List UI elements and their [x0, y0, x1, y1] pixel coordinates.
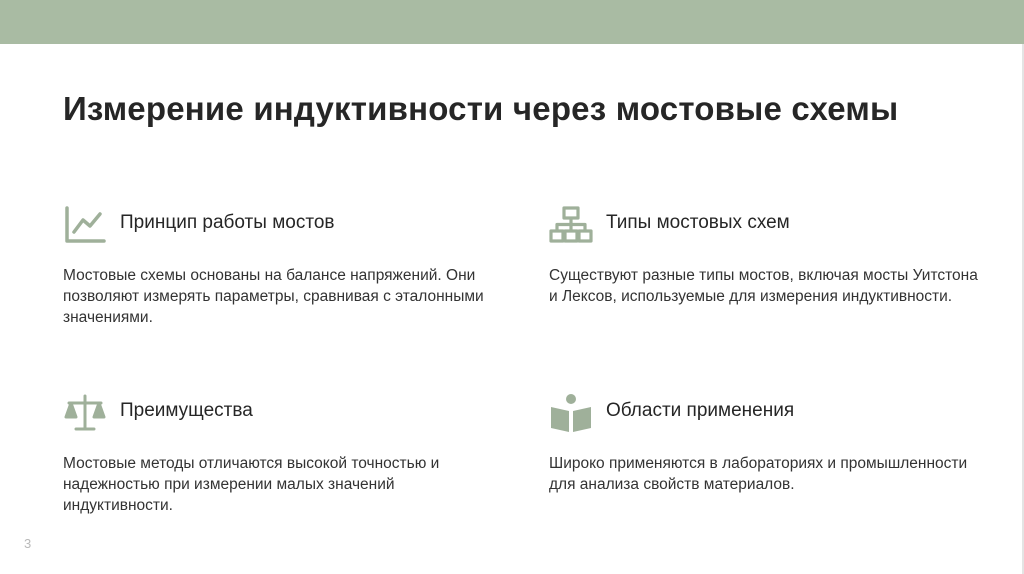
slide-title: Измерение индуктивности через мостовые схемы — [63, 90, 899, 127]
card-text: Широко применяются в лабораториях и промышленности для анализа свойств материалов. — [549, 455, 968, 493]
network-icon — [549, 205, 593, 245]
card-bridge-principle — [63, 205, 493, 325]
card-heading: Области применения — [606, 400, 795, 421]
chart-line-icon — [63, 205, 107, 245]
open-book-icon — [549, 393, 593, 433]
card-text: Мостовые схемы основаны на балансе напряжений. Они позволяют измерять параметры, сравнивая с эталонными значениями. — [63, 267, 484, 326]
card-heading: Преимущества — [120, 400, 253, 421]
header-accent-bar — [0, 0, 1024, 44]
scale-balance-icon — [63, 393, 107, 433]
card-advantages — [63, 393, 493, 513]
card-heading: Типы мостовых схем — [606, 212, 790, 233]
card-bridge-types — [549, 205, 979, 325]
slide-number: 3 — [24, 536, 32, 551]
card-applications — [549, 393, 979, 513]
card-heading: Принцип работы мостов — [120, 212, 335, 233]
card-text: Мостовые методы отличаются высокой точностью и надежностью при измерении малых значений индуктивности. — [63, 455, 440, 514]
card-text: Существуют разные типы мостов, включая мосты Уитстона и Лексов, используемые для измерения индуктивности. — [549, 267, 978, 305]
